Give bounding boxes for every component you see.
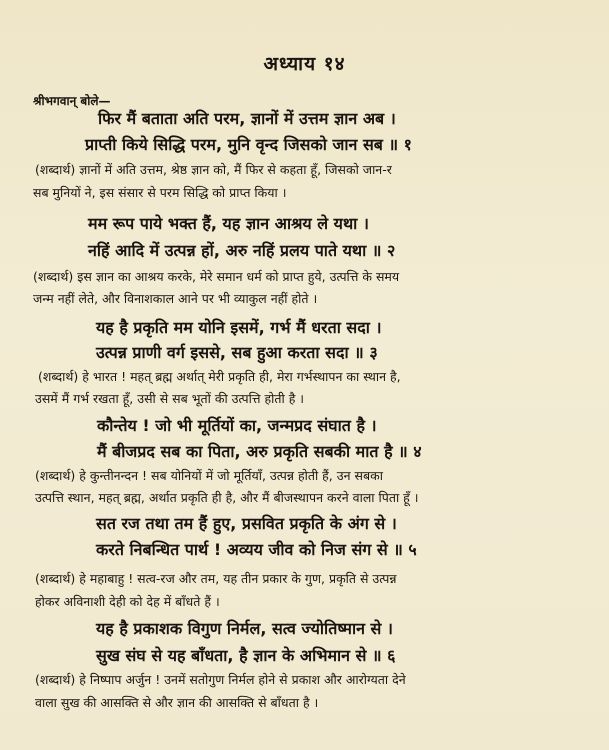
- verse-line: करते निबन्धित पार्थ ! अव्यय जीव को निज संग से ॥ ५: [96, 540, 417, 559]
- explanation-line: (शब्दार्थ) इस ज्ञान का आश्रय करके, मेरे समान धर्म को प्राप्त हुये, उत्पत्ति के समय: [33, 269, 400, 284]
- explanation-line: (शब्दार्थ) ज्ञानों में अति उत्तम, श्रेष्ठ ज्ञान को, मैं फिर से कहता हूँ, जिसको जान-र: [35, 162, 392, 177]
- verse-line: मम रूप पाये भक्त हैं, यह ज्ञान आश्रय ले यथा ।: [88, 214, 369, 233]
- explanation-line: (शब्दार्थ) हे महाबाहु ! सत्व-रज और तम, यह तीन प्रकार के गुण, प्रकृति से उत्पन्न: [35, 571, 397, 586]
- explanation-line: जन्म नहीं लेते, और विनाशकाल आने पर भी व्याकुल नहीं होते ।: [33, 291, 318, 306]
- verse-line: फिर मैं बताता अति परम, ज्ञानों में उत्तम ज्ञान अब ।: [98, 109, 396, 128]
- explanation-line: उत्पत्ति स्थान, महत् ब्रह्म, अर्थात प्रकृति ही है, और मैं बीजस्थापन करने वाला पिता हूँ ।: [35, 490, 419, 505]
- verse-line: मैं बीजप्रद सब का पिता, अरु प्रकृति सबकी मात है ॥ ४: [97, 442, 422, 461]
- verse-line: कौन्तेय ! जो भी मूर्तियों का, जन्मप्रद संघात है ।: [97, 416, 377, 435]
- explanation-line: (शब्दार्थ) हे भारत ! महत् ब्रह्म अर्थात् मेरी प्रकृति ही, मेरा गर्भस्थापन का स्थान है,: [38, 369, 401, 384]
- explanation-line: (शब्दार्थ) हे निष्पाप अर्जुन ! उनमें सतोगुण निर्मल होने से प्रकाश और आरोग्यता देने: [35, 672, 406, 687]
- verse-line: उत्पन्न प्राणी वर्ग इससे, सब हुआ करता सदा ॥ ३: [96, 343, 378, 362]
- explanation-line: वाला सुख की आसक्ति से और ज्ञान की आसक्ति से बाँधता है ।: [35, 695, 319, 710]
- verse-line: यह है प्रकृति मम योनि इसमें, गर्भ मैं धरता सदा ।: [96, 318, 382, 337]
- verse-line: नहिं आदि में उत्पन्न हों, अरु नहिं प्रलय पाते यथा ॥ २: [88, 241, 396, 260]
- verse-line: सत रज तथा तम हैं हुए, प्रसवित प्रकृति के अंग से ।: [96, 514, 397, 533]
- speaker-line: श्रीभगवान् बोले—: [33, 94, 111, 108]
- explanation-line: होकर अविनाशी देही को देह में बाँधते हैं ।: [35, 594, 220, 609]
- explanation-line: (शब्दार्थ) हे कुन्तीनन्दन ! सब योनियों में जो मूर्तियाँ, उत्पन्न होती हैं, उन सबका: [35, 468, 383, 483]
- chapter-title: अध्याय १४: [263, 53, 346, 75]
- verse-line: सुख संघ से यह बाँधता, है ज्ञान के अभिमान से ॥ ६: [96, 646, 396, 665]
- verse-line: यह है प्रकाशक विगुण निर्मल, सत्व ज्योतिष्मान से ।: [96, 619, 393, 638]
- explanation-line: सब मुनियों ने, इस संसार से परम सिद्धि को प्राप्त किया ।: [33, 185, 287, 200]
- verse-line: प्राप्ती किये सिद्धि परम, मुनि वृन्द जिसको जान सब ॥ १: [85, 135, 412, 154]
- explanation-line: उसमें मैं गर्भ रखता हूँ, उसी से सब भूतों की उत्पत्ति होती है ।: [35, 391, 305, 406]
